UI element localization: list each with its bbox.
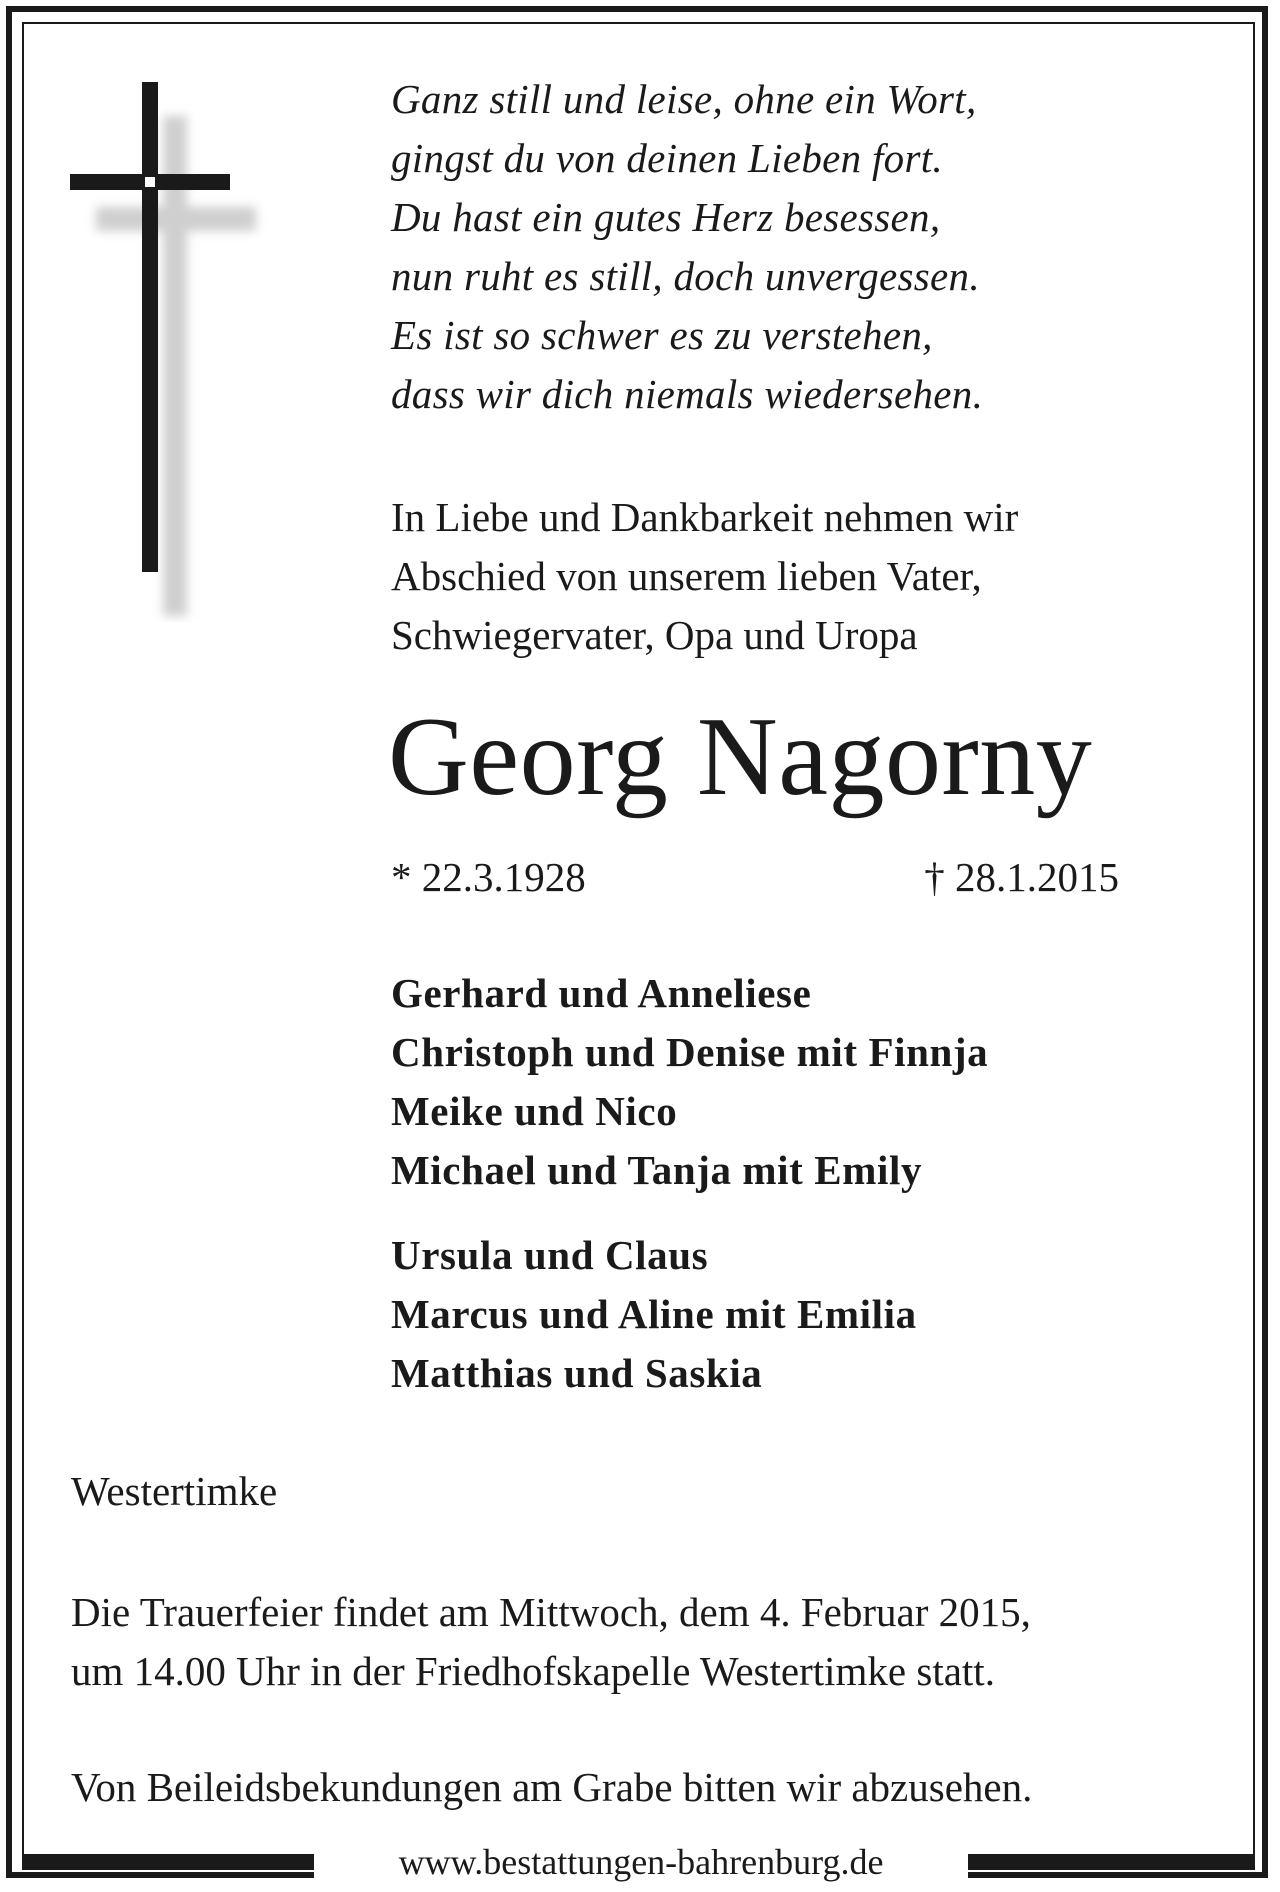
intro-line: In Liebe und Dankbarkeit nehmen wir [391,494,1019,540]
family-member: Gerhard und Anneliese [391,970,812,1016]
funeral-service-info [71,1583,1241,1701]
deceased-name: Georg Nagorny [388,695,1093,819]
family-member: Meike und Nico [391,1088,678,1134]
cross-icon [68,82,268,622]
condolence-note: Von Beileidsbekundungen am Grabe bitten wir abzusehen. [71,1764,1033,1810]
poem-line: Es ist so schwer es zu verstehen, [391,312,933,358]
footer-rule-left [22,1854,314,1870]
poem-line: gingst du von deinen Lieben fort. [391,135,943,181]
service-line: um 14.00 Uhr in der Friedhofskapelle Westertimke statt. [71,1648,995,1694]
family-group-1 [391,964,1251,1200]
family-member: Christoph und Denise mit Finnja [391,1029,989,1075]
family-member: Ursula und Claus [391,1232,709,1278]
intro-line: Abschied von unserem lieben Vater, [391,553,982,599]
family-group-2 [391,1226,1251,1403]
poem-line: Du hast ein gutes Herz besessen, [391,194,941,240]
place-name: Westertimke [71,1468,278,1514]
footer-website: www.bestattungen-bahrenburg.de [314,1836,968,1888]
footer-rule-right [968,1854,1255,1870]
life-dates [391,848,1119,907]
intro-line: Schwiegervater, Opa und Uropa [391,612,918,658]
death-date: † 28.1.2015 [924,854,1119,900]
poem [391,70,1251,424]
service-line: Die Trauerfeier findet am Mittwoch, dem 4. Februar 2015, [71,1589,1031,1635]
birth-date: * 22.3.1928 [391,854,586,900]
poem-line: Ganz still und leise, ohne ein Wort, [391,76,977,122]
family-member: Matthias und Saskia [391,1350,763,1396]
family-member: Marcus und Aline mit Emilia [391,1291,917,1337]
poem-line: nun ruht es still, doch unvergessen. [391,253,980,299]
intro-text [391,488,1251,665]
family-member: Michael und Tanja mit Emily [391,1147,923,1193]
poem-line: dass wir dich niemals wiedersehen. [391,371,984,417]
